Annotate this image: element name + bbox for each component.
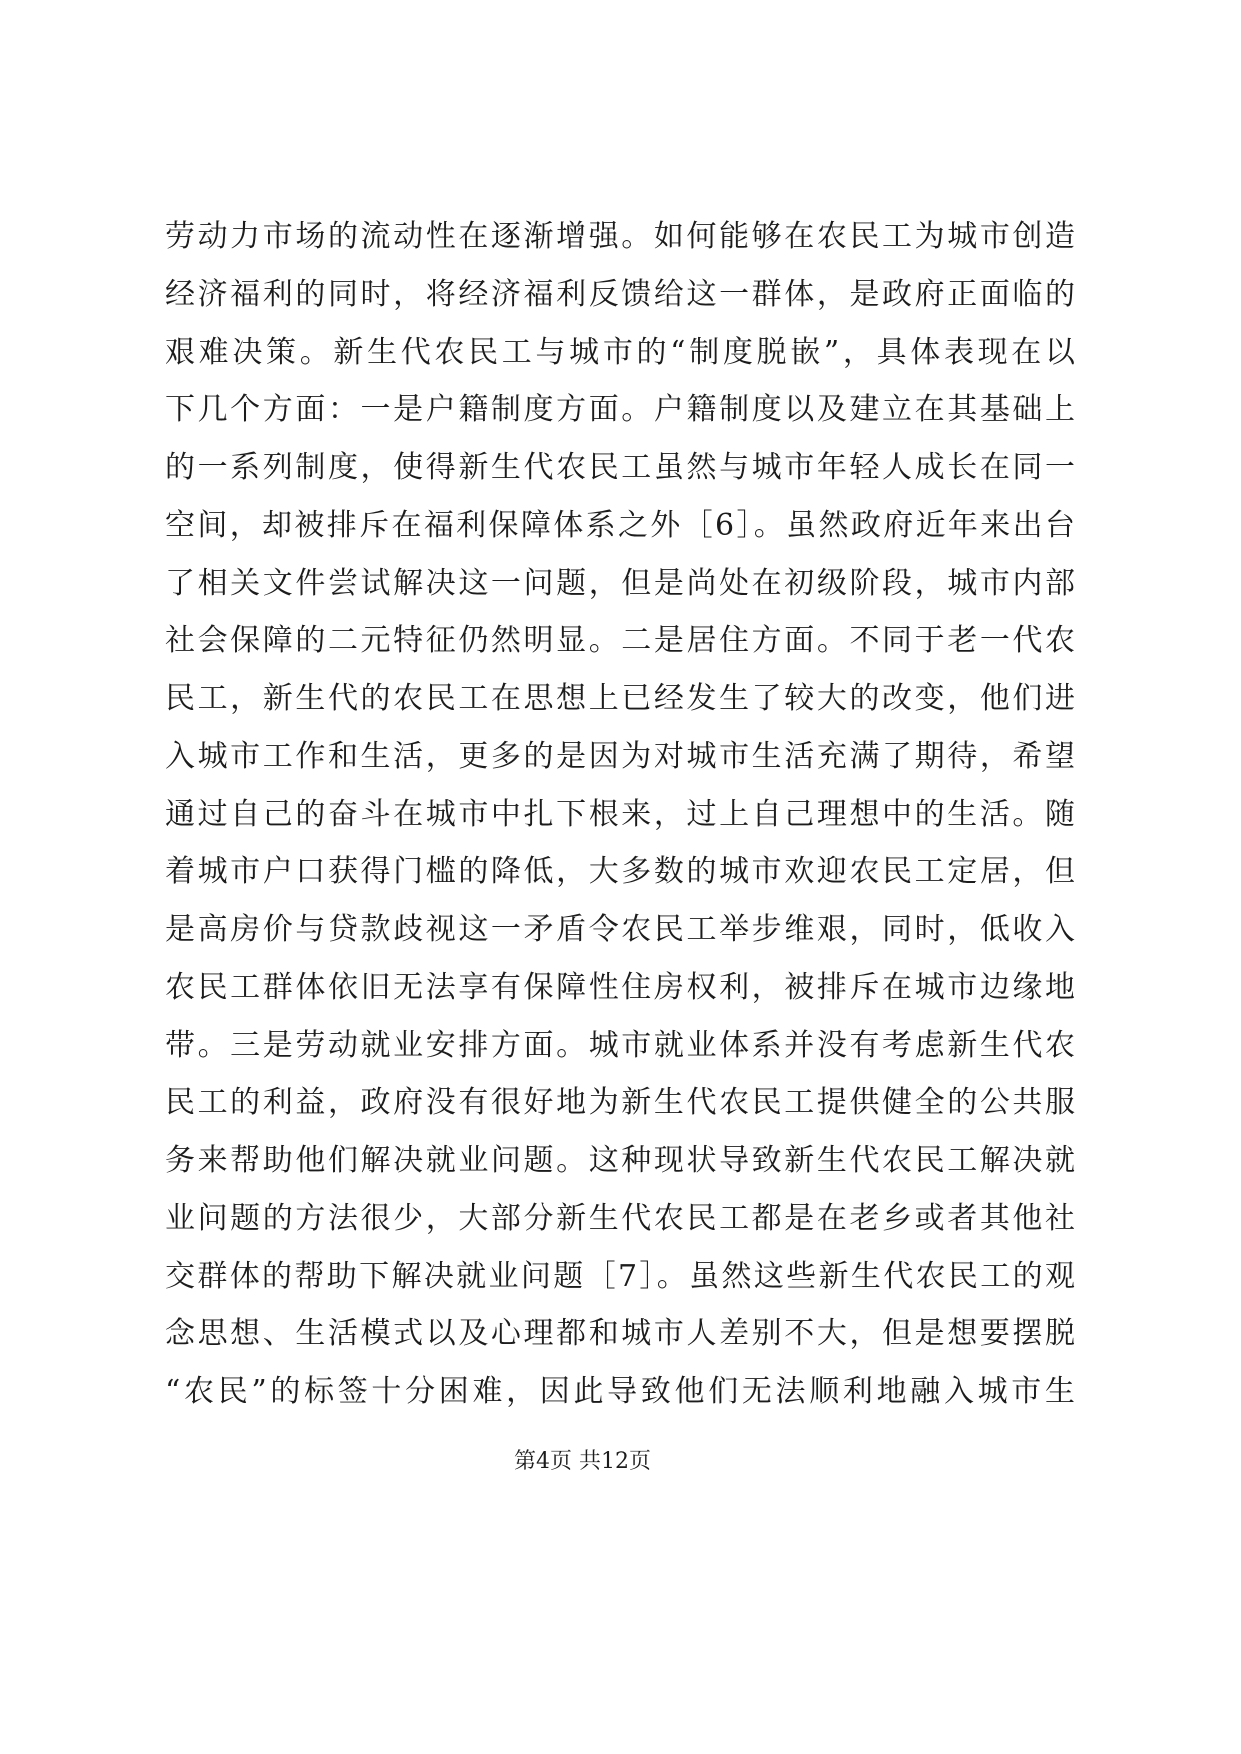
text-line: 民工，新生代的农民工在思想上已经发生了较大的改变，他们进 — [165, 681, 1075, 716]
text-line: 的一系列制度，使得新生代农民工虽然与城市年轻人成长在同一 — [165, 450, 1075, 485]
text-line: 艰难决策。新生代农民工与城市的“制度脱嵌”，具体表现在以 — [165, 334, 1075, 370]
text-line: 入城市工作和生活，更多的是因为对城市生活充满了期待，希望 — [165, 738, 1075, 774]
text-line: 务来帮助他们解决就业问题。这种现状导致新生代农民工解决就 — [165, 1143, 1075, 1178]
text-line: 念思想、生活模式以及心理都和城市人差别不大，但是想要摆脱 — [165, 1316, 1075, 1352]
body-text — [165, 208, 1075, 1421]
text-line: 是高房价与贷款歧视这一矛盾令农民工举步维艰，同时，低收入 — [165, 912, 1075, 947]
page-number-footer: 第4页 共12页 — [514, 1449, 651, 1474]
text-line: 交群体的帮助下解决就业问题［7］。虽然这些新生代农民工的观 — [165, 1258, 1075, 1294]
text-line: 着城市户口获得门槛的降低，大多数的城市欢迎农民工定居，但 — [165, 854, 1075, 890]
text-line: 通过自己的奋斗在城市中扎下根来，过上自己理想中的生活。随 — [165, 796, 1075, 832]
text-line: 劳动力市场的流动性在逐渐增强。如何能够在农民工为城市创造 — [165, 219, 1075, 254]
text-line: 农民工群体依旧无法享有保障性住房权利，被排斥在城市边缘地 — [165, 969, 1075, 1005]
text-line: 下几个方面：一是户籍制度方面。户籍制度以及建立在其基础上 — [165, 392, 1075, 428]
text-line: 带。三是劳动就业安排方面。城市就业体系并没有考虑新生代农 — [165, 1027, 1075, 1063]
text-line: 空间，却被排斥在福利保障体系之外［6］。虽然政府近年来出台 — [165, 507, 1075, 543]
text-line: 业问题的方法很少，大部分新生代农民工都是在老乡或者其他社 — [165, 1200, 1075, 1236]
text-line: 了相关文件尝试解决这一问题，但是尚处在初级阶段，城市内部 — [165, 565, 1075, 601]
text-line: 经济福利的同时，将经济福利反馈给这一群体，是政府正面临的 — [165, 276, 1075, 312]
text-line: 民工的利益，政府没有很好地为新生代农民工提供健全的公共服 — [165, 1085, 1075, 1121]
text-line: 社会保障的二元特征仍然明显。二是居住方面。不同于老一代农 — [165, 623, 1075, 659]
text-line: “农民”的标签十分困难，因此导致他们无法顺利地融入城市生 — [165, 1374, 1075, 1409]
